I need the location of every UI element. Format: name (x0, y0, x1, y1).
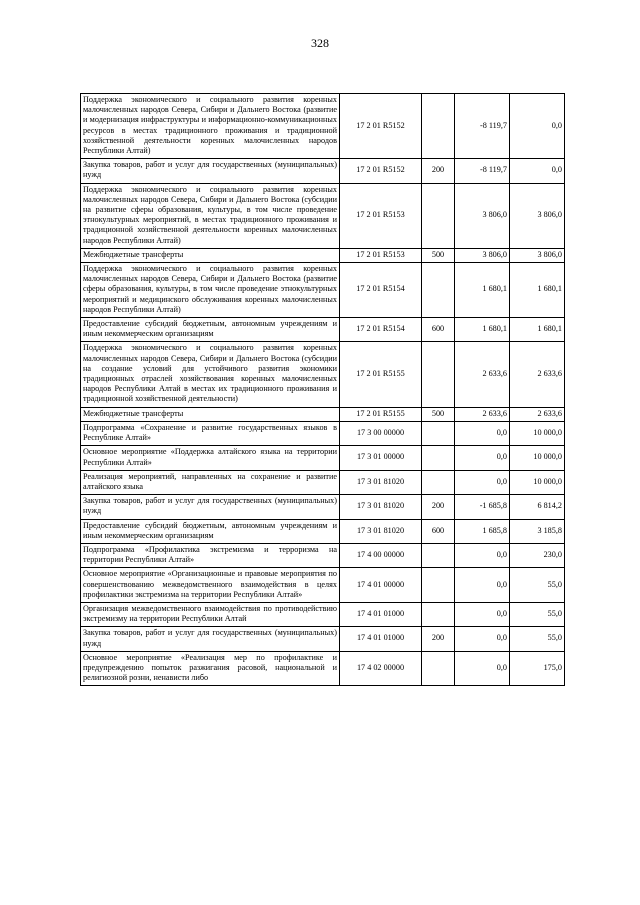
row-code-cell: 17 2 01 R5152 (340, 94, 422, 159)
row-name-cell: Поддержка экономического и социального развития коренных малочисленных народов Севера, Сибири и Дальнего Востока (развитие сферы образования, культуры, в том числе проведение этнокультурных мероприятий и медицинского обслуживания коренных малочисленных народов Республики Алтай) (81, 263, 340, 318)
row-name-cell: Закупка товаров, работ и услуг для государственных (муниципальных) нужд (81, 627, 340, 651)
row-expense-type-cell (422, 421, 455, 445)
row-code-cell: 17 3 01 81020 (340, 519, 422, 543)
row-name-cell: Поддержка экономического и социального развития коренных малочисленных народов Севера, Сибири и Дальнего Востока (развитие и модернизация инфраструктуры и информационно-коммуникационных ресурсов в местах традиционного проживания и традиционной хозяйственной деятельности коренных малочисленных народов Республики Алтай) (81, 94, 340, 159)
row-name-cell: Закупка товаров, работ и услуг для государственных (муниципальных) нужд (81, 495, 340, 519)
row-name-cell: Межбюджетные трансферты (81, 407, 340, 421)
row-code-cell: 17 4 02 00000 (340, 651, 422, 686)
row-amount-change-cell: -1 685,8 (455, 495, 510, 519)
row-amount-change-cell: 0,0 (455, 651, 510, 686)
row-expense-type-cell: 600 (422, 318, 455, 342)
row-amount-total-cell: 6 814,2 (510, 495, 565, 519)
row-amount-total-cell: 10 000,0 (510, 470, 565, 494)
row-code-cell: 17 4 01 01000 (340, 627, 422, 651)
row-amount-change-cell: 0,0 (455, 568, 510, 603)
row-expense-type-cell: 200 (422, 159, 455, 183)
row-amount-change-cell: 0,0 (455, 470, 510, 494)
table-row (81, 627, 565, 651)
budget-table (80, 93, 565, 686)
table-row (81, 342, 565, 407)
row-name-cell: Основное мероприятие «Организационные и правовые мероприятия по совершенствованию межведомственного взаимодействия в целях профилактики экстремизма на территории Республики Алтай» (81, 568, 340, 603)
table-row (81, 568, 565, 603)
row-name-cell: Реализация мероприятий, направленных на сохранение и развитие алтайского языка (81, 470, 340, 494)
row-code-cell: 17 2 01 R5153 (340, 248, 422, 262)
row-amount-change-cell: 0,0 (455, 446, 510, 470)
table-row (81, 421, 565, 445)
row-amount-change-cell: -8 119,7 (455, 159, 510, 183)
row-amount-total-cell: 10 000,0 (510, 421, 565, 445)
row-name-cell: Предоставление субсидий бюджетным, автономным учреждениям и иным некоммерческим организациям (81, 318, 340, 342)
row-code-cell: 17 3 01 81020 (340, 470, 422, 494)
row-code-cell: 17 4 01 01000 (340, 602, 422, 626)
table-row (81, 519, 565, 543)
table-row (81, 495, 565, 519)
row-amount-change-cell: 2 633,6 (455, 407, 510, 421)
row-amount-change-cell: 0,0 (455, 627, 510, 651)
budget-table-body (81, 94, 565, 686)
row-expense-type-cell: 200 (422, 627, 455, 651)
row-amount-total-cell: 55,0 (510, 602, 565, 626)
row-name-cell: Основное мероприятие «Реализация мер по профилактике и предупреждению попыток разжигания расовой, национальной и религиозной розни, ненависти либо (81, 651, 340, 686)
row-expense-type-cell (422, 543, 455, 567)
table-row (81, 94, 565, 159)
row-code-cell: 17 2 01 R5155 (340, 342, 422, 407)
table-row (81, 543, 565, 567)
row-code-cell: 17 3 00 00000 (340, 421, 422, 445)
table-row (81, 407, 565, 421)
row-expense-type-cell (422, 651, 455, 686)
row-expense-type-cell: 500 (422, 248, 455, 262)
row-expense-type-cell (422, 94, 455, 159)
row-amount-total-cell: 55,0 (510, 627, 565, 651)
row-amount-change-cell: 0,0 (455, 543, 510, 567)
table-row (81, 446, 565, 470)
row-code-cell: 17 4 01 00000 (340, 568, 422, 603)
table-row (81, 183, 565, 248)
row-amount-total-cell: 3 806,0 (510, 183, 565, 248)
row-amount-change-cell: 0,0 (455, 421, 510, 445)
row-amount-change-cell: 3 806,0 (455, 248, 510, 262)
row-amount-total-cell: 3 806,0 (510, 248, 565, 262)
row-code-cell: 17 2 01 R5155 (340, 407, 422, 421)
row-expense-type-cell: 500 (422, 407, 455, 421)
row-code-cell: 17 2 01 R5152 (340, 159, 422, 183)
row-expense-type-cell: 200 (422, 495, 455, 519)
table-row (81, 318, 565, 342)
table-row (81, 602, 565, 626)
row-expense-type-cell (422, 263, 455, 318)
row-code-cell: 17 2 01 R5154 (340, 318, 422, 342)
table-row (81, 470, 565, 494)
table-row (81, 159, 565, 183)
row-expense-type-cell (422, 470, 455, 494)
table-row (81, 651, 565, 686)
row-amount-total-cell: 230,0 (510, 543, 565, 567)
row-expense-type-cell (422, 446, 455, 470)
row-amount-total-cell: 10 000,0 (510, 446, 565, 470)
row-expense-type-cell: 600 (422, 519, 455, 543)
row-code-cell: 17 3 01 81020 (340, 495, 422, 519)
row-amount-total-cell: 2 633,6 (510, 342, 565, 407)
row-name-cell: Организация межведомственного взаимодействия по противодействию экстремизму на территории Республики Алтай (81, 602, 340, 626)
row-amount-change-cell: 1 680,1 (455, 263, 510, 318)
table-row (81, 248, 565, 262)
row-amount-change-cell: 0,0 (455, 602, 510, 626)
row-amount-total-cell: 175,0 (510, 651, 565, 686)
row-expense-type-cell (422, 342, 455, 407)
row-name-cell: Закупка товаров, работ и услуг для государственных (муниципальных) нужд (81, 159, 340, 183)
row-amount-total-cell: 0,0 (510, 94, 565, 159)
row-amount-total-cell: 0,0 (510, 159, 565, 183)
row-code-cell: 17 2 01 R5153 (340, 183, 422, 248)
row-name-cell: Основное мероприятие «Поддержка алтайского языка на территории Республики Алтай» (81, 446, 340, 470)
row-amount-change-cell: 1 680,1 (455, 318, 510, 342)
row-amount-change-cell: 3 806,0 (455, 183, 510, 248)
table-row (81, 263, 565, 318)
row-name-cell: Поддержка экономического и социального развития коренных малочисленных народов Севера, Сибири и Дальнего Востока (субсидии на развитие сферы образования, культуры, в том числе проведение этнокультурных мероприятий, в местах традиционного проживания и традиционной хозяйственной деятельности коренных малочисленных народов Республики Алтай) (81, 183, 340, 248)
row-amount-total-cell: 1 680,1 (510, 263, 565, 318)
row-name-cell: Подпрограмма «Профилактика экстремизма и терроризма на территории Республики Алтай» (81, 543, 340, 567)
row-name-cell: Межбюджетные трансферты (81, 248, 340, 262)
row-expense-type-cell (422, 183, 455, 248)
row-expense-type-cell (422, 602, 455, 626)
page-number: 328 (311, 36, 329, 50)
row-amount-total-cell: 2 633,6 (510, 407, 565, 421)
row-code-cell: 17 2 01 R5154 (340, 263, 422, 318)
row-amount-change-cell: -8 119,7 (455, 94, 510, 159)
row-code-cell: 17 3 01 00000 (340, 446, 422, 470)
row-name-cell: Предоставление субсидий бюджетным, автономным учреждениям и иным некоммерческим организациям (81, 519, 340, 543)
row-amount-change-cell: 2 633,6 (455, 342, 510, 407)
row-amount-change-cell: 1 685,8 (455, 519, 510, 543)
row-amount-total-cell: 3 185,8 (510, 519, 565, 543)
row-expense-type-cell (422, 568, 455, 603)
row-name-cell: Поддержка экономического и социального развития коренных малочисленных народов Севера, Сибири и Дальнего Востока (субсидии на создание условий для устойчивого развития экономики традиционных отраслей хозяйствования коренных малочисленных народов Республики Алтай в местах их традиционного проживания и традиционной хозяйственной деятельности) (81, 342, 340, 407)
row-amount-total-cell: 1 680,1 (510, 318, 565, 342)
row-name-cell: Подпрограмма «Сохранение и развитие государственных языков в Республике Алтай» (81, 421, 340, 445)
row-amount-total-cell: 55,0 (510, 568, 565, 603)
row-code-cell: 17 4 00 00000 (340, 543, 422, 567)
